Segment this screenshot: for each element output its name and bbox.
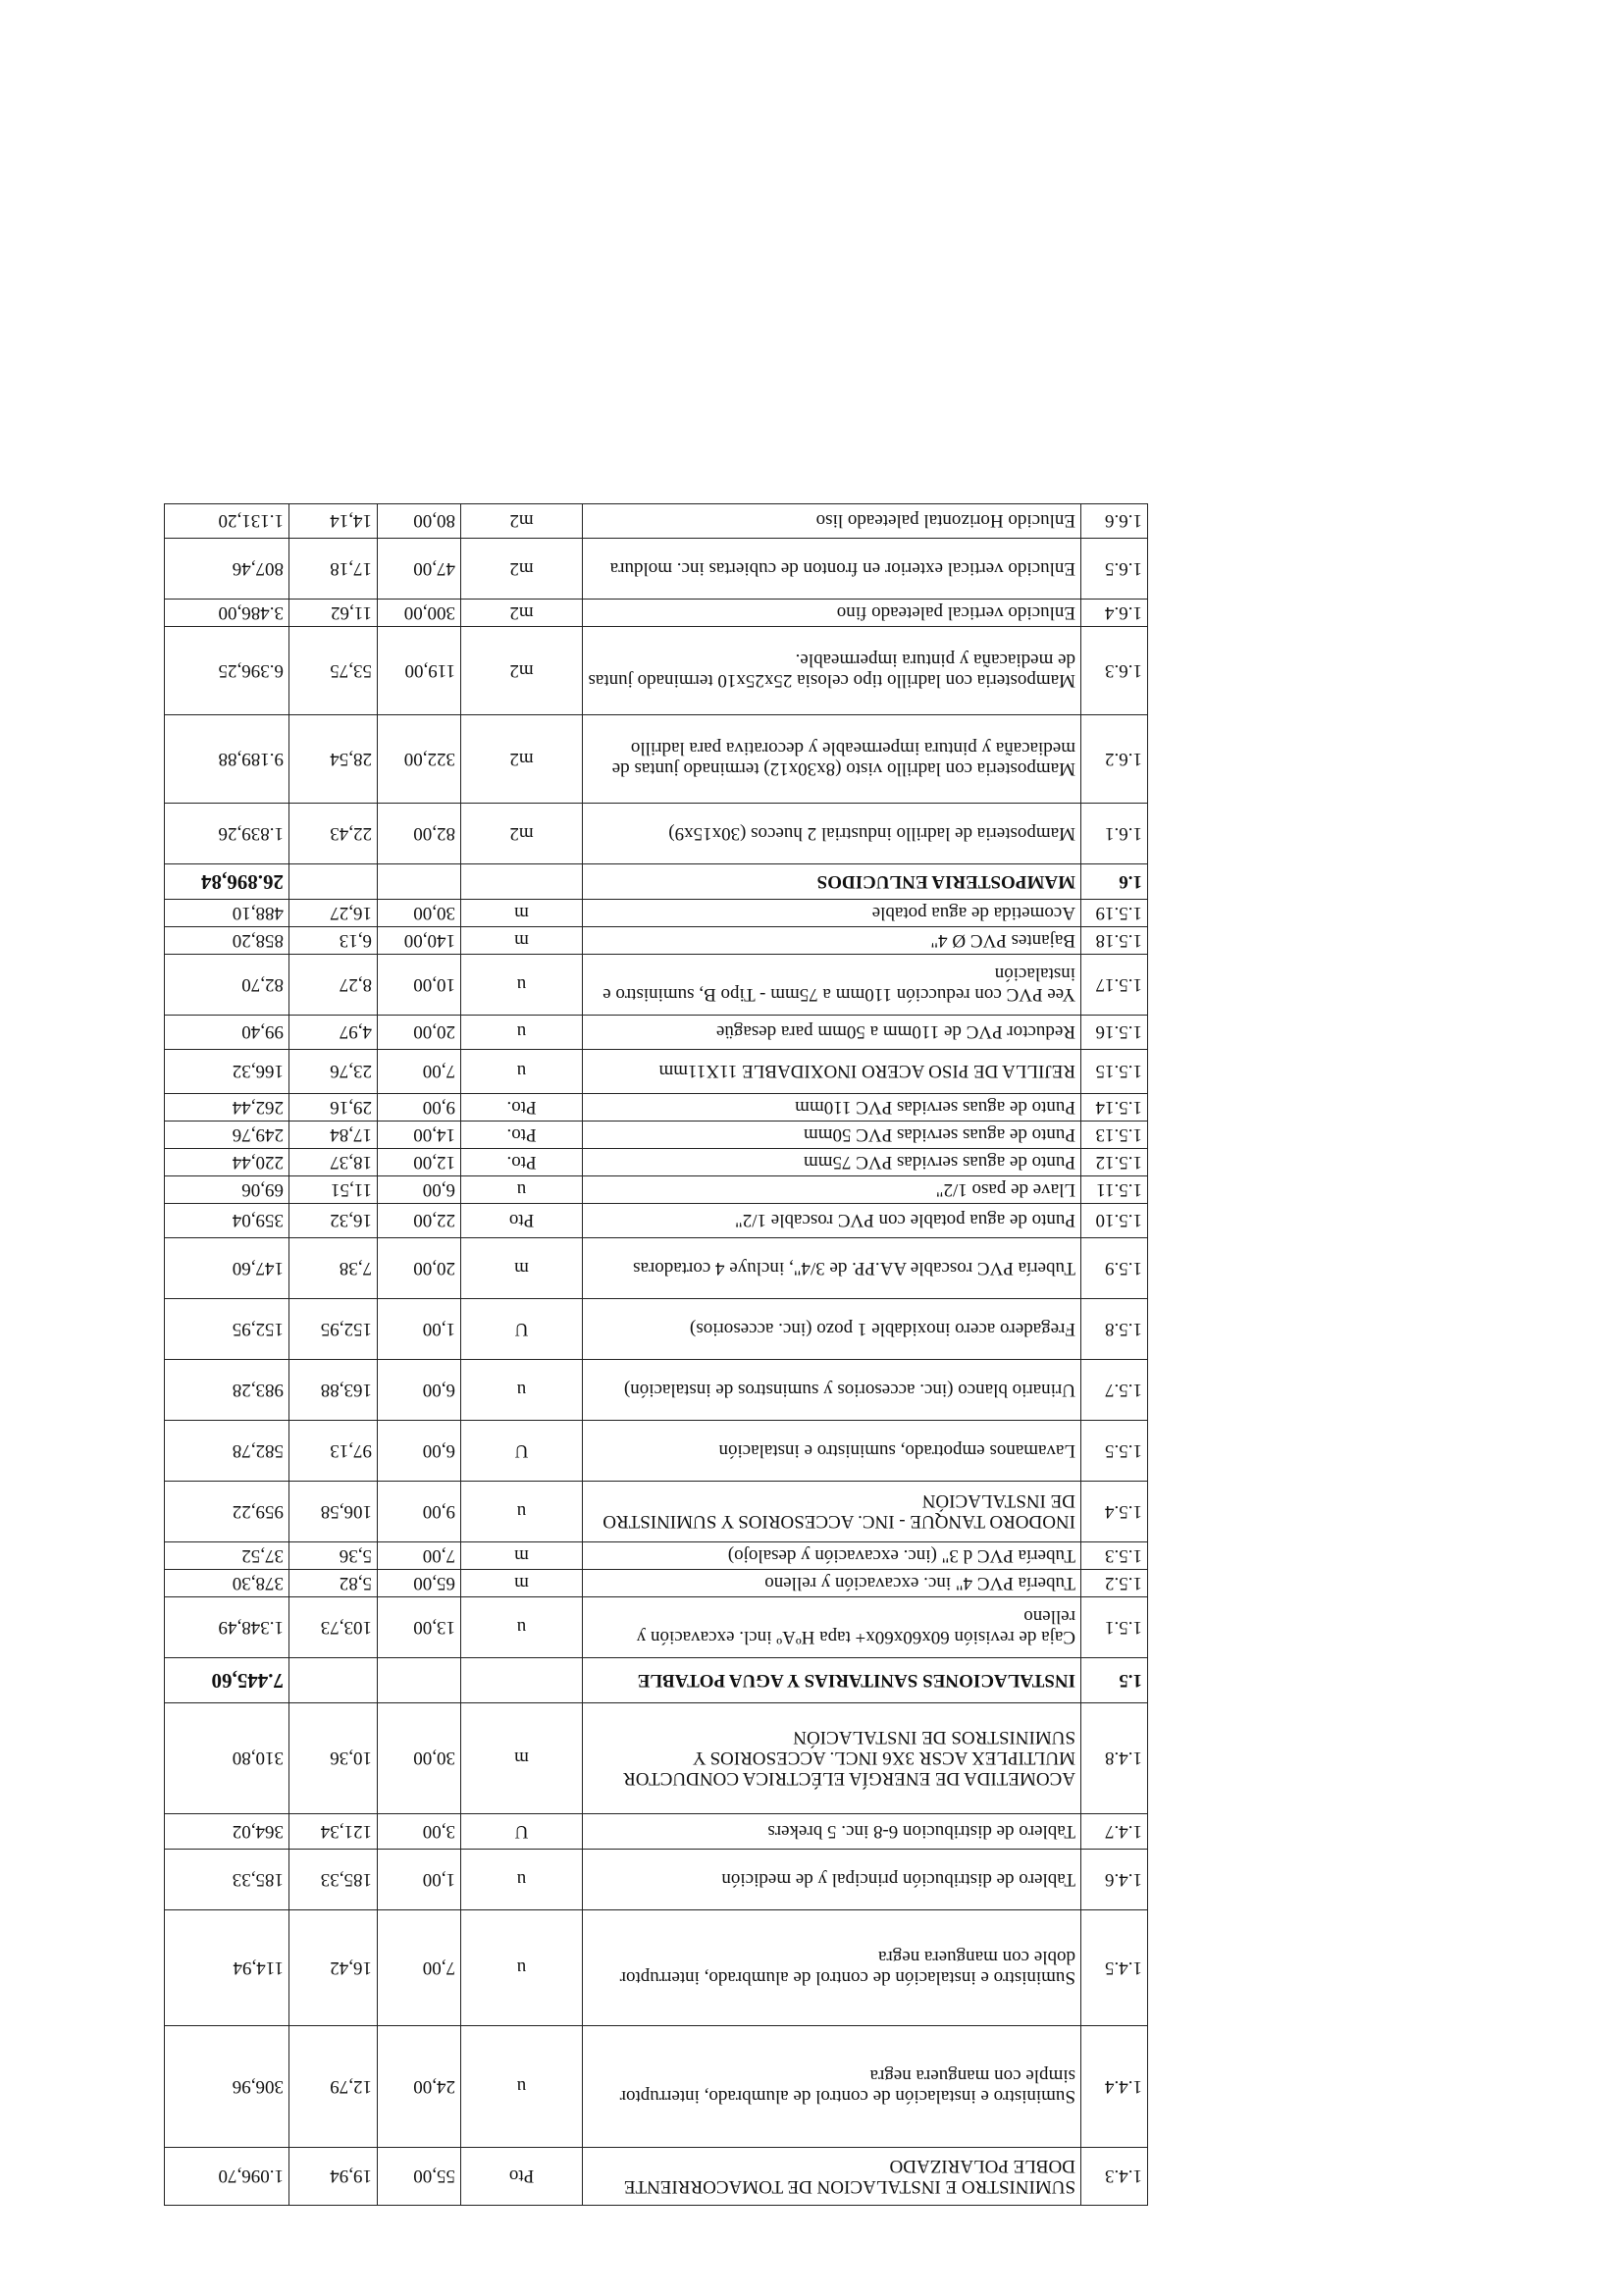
item-quantity: 13,00 bbox=[378, 1597, 461, 1658]
table-row bbox=[165, 927, 1148, 955]
table-row bbox=[165, 1482, 1148, 1542]
item-code: 1.5.7 bbox=[1081, 1360, 1148, 1421]
item-total: 1.839,26 bbox=[165, 804, 289, 864]
item-unit-price: 22,43 bbox=[289, 804, 378, 864]
item-unit: u bbox=[461, 1050, 583, 1094]
item-quantity: 9,00 bbox=[378, 1094, 461, 1122]
item-description: SUMINISTRO E INSTALACION DE TOMACORRIENTE DOBLE POLARIZADO bbox=[583, 2148, 1081, 2206]
item-description: INODORO TANQUE - INC. ACCESORIOS Y SUMINISTRO DE INSTALACIÓN bbox=[583, 1482, 1081, 1542]
item-unit: m2 bbox=[461, 715, 583, 804]
item-unit-price: 23,76 bbox=[289, 1050, 378, 1094]
budget-table bbox=[164, 503, 1148, 2206]
item-unit-price bbox=[289, 1658, 378, 1703]
item-quantity: 22,00 bbox=[378, 1204, 461, 1238]
table-row bbox=[165, 715, 1148, 804]
table-row bbox=[165, 1360, 1148, 1421]
table-row bbox=[165, 1204, 1148, 1238]
item-total: 152,95 bbox=[165, 1299, 289, 1360]
table-row bbox=[165, 1570, 1148, 1597]
item-code: 1.5.19 bbox=[1081, 900, 1148, 927]
item-code: 1.5.3 bbox=[1081, 1542, 1148, 1570]
item-total: 166,32 bbox=[165, 1050, 289, 1094]
item-description: Punto de aguas servidas PVC 110mm bbox=[583, 1094, 1081, 1122]
item-quantity: 119,00 bbox=[378, 627, 461, 715]
table-row bbox=[165, 1703, 1148, 1814]
item-quantity: 24,00 bbox=[378, 2026, 461, 2148]
item-code: 1.5 bbox=[1081, 1658, 1148, 1703]
item-description: Enlucido Horizontal paleteado liso bbox=[583, 504, 1081, 539]
table-row bbox=[165, 1238, 1148, 1299]
item-total: 306,96 bbox=[165, 2026, 289, 2148]
item-quantity: 14,00 bbox=[378, 1122, 461, 1149]
table-row bbox=[165, 1814, 1148, 1850]
item-code: 1.4.5 bbox=[1081, 1910, 1148, 2026]
table-row bbox=[165, 539, 1148, 600]
item-unit-price: 12,79 bbox=[289, 2026, 378, 2148]
item-code: 1.5.4 bbox=[1081, 1482, 1148, 1542]
item-quantity: 1,00 bbox=[378, 1850, 461, 1910]
item-unit bbox=[461, 1658, 583, 1703]
item-description: Bajantes PVC Ø 4" bbox=[583, 927, 1081, 955]
item-description: Mamposteria con ladrillo visto (8x30x12) terminado juntas de mediacaña y pintura impermeable y decorativa para ladrillo bbox=[583, 715, 1081, 804]
item-unit-price: 103,73 bbox=[289, 1597, 378, 1658]
item-description: INSTALACIONES SANITARIAS Y AGUA POTABLE bbox=[583, 1658, 1081, 1703]
item-quantity: 30,00 bbox=[378, 900, 461, 927]
item-quantity bbox=[378, 1658, 461, 1703]
item-code: 1.6.4 bbox=[1081, 600, 1148, 627]
item-description: Mamposteria de ladrillo industrial 2 huecos (30x15x9) bbox=[583, 804, 1081, 864]
table-row bbox=[165, 900, 1148, 927]
item-unit: m bbox=[461, 1570, 583, 1597]
item-unit: m bbox=[461, 1238, 583, 1299]
item-unit-price: 19,94 bbox=[289, 2148, 378, 2206]
item-description: Caja de revisión 60x60x60x+ tapa HºAº incl. excavación y relleno bbox=[583, 1597, 1081, 1658]
item-description: Tablero de distribución principal y de medición bbox=[583, 1850, 1081, 1910]
item-code: 1.6.5 bbox=[1081, 539, 1148, 600]
item-quantity: 1,00 bbox=[378, 1299, 461, 1360]
item-code: 1.4.7 bbox=[1081, 1814, 1148, 1850]
item-unit-price bbox=[289, 864, 378, 900]
item-unit: m bbox=[461, 1542, 583, 1570]
item-quantity: 12,00 bbox=[378, 1149, 461, 1176]
item-code: 1.6 bbox=[1081, 864, 1148, 900]
item-unit: m bbox=[461, 1703, 583, 1814]
item-quantity: 7,00 bbox=[378, 1542, 461, 1570]
item-unit bbox=[461, 864, 583, 900]
item-code: 1.5.14 bbox=[1081, 1094, 1148, 1122]
table-row bbox=[165, 504, 1148, 539]
table-row bbox=[165, 1149, 1148, 1176]
item-total: 9.189,88 bbox=[165, 715, 289, 804]
item-unit: m bbox=[461, 900, 583, 927]
item-description: Tubería PVC d 3" (inc. excavación y desalojo) bbox=[583, 1542, 1081, 1570]
item-unit: m2 bbox=[461, 600, 583, 627]
item-code: 1.5.15 bbox=[1081, 1050, 1148, 1094]
table-row bbox=[165, 1421, 1148, 1482]
item-unit: u bbox=[461, 2026, 583, 2148]
item-unit-price: 163,88 bbox=[289, 1360, 378, 1421]
item-quantity: 6,00 bbox=[378, 1360, 461, 1421]
item-description: Urinario blanco (inc. accesorios y suminstros de instalación) bbox=[583, 1360, 1081, 1421]
item-code: 1.5.2 bbox=[1081, 1570, 1148, 1597]
item-code: 1.6.1 bbox=[1081, 804, 1148, 864]
item-total: 310,80 bbox=[165, 1703, 289, 1814]
item-unit-price: 185,33 bbox=[289, 1850, 378, 1910]
item-quantity: 65,00 bbox=[378, 1570, 461, 1597]
item-unit: u bbox=[461, 1360, 583, 1421]
item-quantity: 6,00 bbox=[378, 1421, 461, 1482]
item-unit: U bbox=[461, 1299, 583, 1360]
item-unit: Pto bbox=[461, 2148, 583, 2206]
item-unit-price: 7,38 bbox=[289, 1238, 378, 1299]
item-description: Mamposteria con ladrillo tipo celosia 25x25x10 terminado juntas de mediacaña y pintura impermeable. bbox=[583, 627, 1081, 715]
item-quantity: 6,00 bbox=[378, 1176, 461, 1204]
item-total: 858,20 bbox=[165, 927, 289, 955]
item-total: 185,33 bbox=[165, 1850, 289, 1910]
item-unit-price: 8,27 bbox=[289, 955, 378, 1016]
item-quantity: 322,00 bbox=[378, 715, 461, 804]
table-row bbox=[165, 1910, 1148, 2026]
item-description: Tubería PVC 4" inc. excavación y relleno bbox=[583, 1570, 1081, 1597]
item-total: 220,44 bbox=[165, 1149, 289, 1176]
item-unit-price: 16,42 bbox=[289, 1910, 378, 2026]
item-description: Punto de aguas servidas PVC 75mm bbox=[583, 1149, 1081, 1176]
item-code: 1.4.4 bbox=[1081, 2026, 1148, 2148]
item-unit-price: 16,32 bbox=[289, 1204, 378, 1238]
table-row bbox=[165, 2026, 1148, 2148]
item-unit: m2 bbox=[461, 539, 583, 600]
item-code: 1.6.2 bbox=[1081, 715, 1148, 804]
item-unit-price: 17,18 bbox=[289, 539, 378, 600]
item-description: Enlucido vertical paleteado fino bbox=[583, 600, 1081, 627]
item-description: Llave de paso 1/2" bbox=[583, 1176, 1081, 1204]
table-row bbox=[165, 1542, 1148, 1570]
item-description: Suministro e instalación de control de alumbrado, interruptor simple con manguera negra bbox=[583, 2026, 1081, 2148]
item-unit-price: 14,14 bbox=[289, 504, 378, 539]
item-code: 1.4.8 bbox=[1081, 1703, 1148, 1814]
item-code: 1.6.6 bbox=[1081, 504, 1148, 539]
item-total: 378,30 bbox=[165, 1570, 289, 1597]
section-row bbox=[165, 864, 1148, 900]
item-quantity: 7,00 bbox=[378, 1050, 461, 1094]
item-unit: Pto. bbox=[461, 1122, 583, 1149]
item-unit-price: 18,37 bbox=[289, 1149, 378, 1176]
item-quantity bbox=[378, 864, 461, 900]
item-total: 1.096,70 bbox=[165, 2148, 289, 2206]
item-unit: u bbox=[461, 1597, 583, 1658]
item-quantity: 82,00 bbox=[378, 804, 461, 864]
item-unit-price: 11,62 bbox=[289, 600, 378, 627]
table-row bbox=[165, 1016, 1148, 1050]
item-code: 1.5.9 bbox=[1081, 1238, 1148, 1299]
item-unit-price: 28,54 bbox=[289, 715, 378, 804]
item-quantity: 300,00 bbox=[378, 600, 461, 627]
item-total: 3.486,00 bbox=[165, 600, 289, 627]
item-unit-price: 106,58 bbox=[289, 1482, 378, 1542]
item-unit: u bbox=[461, 1176, 583, 1204]
item-description: ACOMETIDA DE ENERGÍA ELÉCTRICA CONDUCTOR MULTIPLEX ACSR 3X6 INCL. ACCESORIOS Y SUMINISTROS DE INSTALACIÓN bbox=[583, 1703, 1081, 1814]
item-code: 1.6.3 bbox=[1081, 627, 1148, 715]
table-row bbox=[165, 1597, 1148, 1658]
item-unit-price: 53,75 bbox=[289, 627, 378, 715]
item-total: 147,60 bbox=[165, 1238, 289, 1299]
item-total: 983,28 bbox=[165, 1360, 289, 1421]
item-unit: u bbox=[461, 955, 583, 1016]
item-unit: U bbox=[461, 1814, 583, 1850]
item-code: 1.4.6 bbox=[1081, 1850, 1148, 1910]
item-code: 1.4.3 bbox=[1081, 2148, 1148, 2206]
item-description: REJILLA DE PISO ACERO INOXIDABLE 11X11mm bbox=[583, 1050, 1081, 1094]
item-unit-price: 97,13 bbox=[289, 1421, 378, 1482]
item-quantity: 47,00 bbox=[378, 539, 461, 600]
table-row bbox=[165, 1094, 1148, 1122]
table-row bbox=[165, 1176, 1148, 1204]
item-unit: m2 bbox=[461, 627, 583, 715]
item-total: 37,52 bbox=[165, 1542, 289, 1570]
item-unit-price: 6,13 bbox=[289, 927, 378, 955]
item-description: Lavamanos empotrado, suministro e instalación bbox=[583, 1421, 1081, 1482]
item-unit-price: 17,84 bbox=[289, 1122, 378, 1149]
item-description: Tubería PVC roscable AA.PP. de 3/4", incluye 4 cortadoras bbox=[583, 1238, 1081, 1299]
item-unit: Pto. bbox=[461, 1094, 583, 1122]
item-quantity: 20,00 bbox=[378, 1238, 461, 1299]
item-description: Enlucido vertical exterior en fronton de cubiertas inc. moldura bbox=[583, 539, 1081, 600]
item-description: Suministro e instalación de control de alumbrado, interruptor doble con manguera negra bbox=[583, 1910, 1081, 2026]
item-quantity: 7,00 bbox=[378, 1910, 461, 2026]
item-code: 1.5.18 bbox=[1081, 927, 1148, 955]
item-unit: U bbox=[461, 1421, 583, 1482]
table-row bbox=[165, 600, 1148, 627]
item-unit-price: 4,97 bbox=[289, 1016, 378, 1050]
item-unit-price: 16,27 bbox=[289, 900, 378, 927]
item-unit: u bbox=[461, 1910, 583, 2026]
item-code: 1.5.5 bbox=[1081, 1421, 1148, 1482]
item-unit: u bbox=[461, 1482, 583, 1542]
item-code: 1.5.1 bbox=[1081, 1597, 1148, 1658]
table-row bbox=[165, 1050, 1148, 1094]
item-total: 82,70 bbox=[165, 955, 289, 1016]
item-code: 1.5.16 bbox=[1081, 1016, 1148, 1050]
budget-table-body bbox=[165, 504, 1148, 2206]
item-total: 582,78 bbox=[165, 1421, 289, 1482]
item-total: 959,22 bbox=[165, 1482, 289, 1542]
item-description: Reductor PVC de 110mm a 50mm para desagüe bbox=[583, 1016, 1081, 1050]
item-unit-price: 152,95 bbox=[289, 1299, 378, 1360]
item-unit-price: 5,82 bbox=[289, 1570, 378, 1597]
item-description: MAMPOSTERIA ENLUCIDOS bbox=[583, 864, 1081, 900]
item-quantity: 140,00 bbox=[378, 927, 461, 955]
item-total: 1.131,20 bbox=[165, 504, 289, 539]
item-total: 114,94 bbox=[165, 1910, 289, 2026]
item-unit-price: 11,51 bbox=[289, 1176, 378, 1204]
table-row bbox=[165, 627, 1148, 715]
table-row bbox=[165, 1299, 1148, 1360]
item-quantity: 20,00 bbox=[378, 1016, 461, 1050]
item-total: 807,46 bbox=[165, 539, 289, 600]
item-quantity: 3,00 bbox=[378, 1814, 461, 1850]
table-row bbox=[165, 804, 1148, 864]
item-total: 1.348,49 bbox=[165, 1597, 289, 1658]
item-unit: m2 bbox=[461, 504, 583, 539]
section-row bbox=[165, 1658, 1148, 1703]
item-code: 1.5.17 bbox=[1081, 955, 1148, 1016]
item-unit-price: 5,36 bbox=[289, 1542, 378, 1570]
item-quantity: 30,00 bbox=[378, 1703, 461, 1814]
table-row bbox=[165, 1122, 1148, 1149]
item-code: 1.5.11 bbox=[1081, 1176, 1148, 1204]
item-total: 488,10 bbox=[165, 900, 289, 927]
item-total: 262,44 bbox=[165, 1094, 289, 1122]
table-row bbox=[165, 955, 1148, 1016]
item-unit: Pto. bbox=[461, 1149, 583, 1176]
item-description: Acometida de agua potable bbox=[583, 900, 1081, 927]
item-total: 7.445,60 bbox=[165, 1658, 289, 1703]
item-description: Fregadero acero inoxidable 1 pozo (inc. accesorios) bbox=[583, 1299, 1081, 1360]
item-quantity: 10,00 bbox=[378, 955, 461, 1016]
item-code: 1.5.13 bbox=[1081, 1122, 1148, 1149]
item-description: Yee PVC con reducción 110mm a 75mm - Tipo B, suministro e instalación bbox=[583, 955, 1081, 1016]
item-quantity: 55,00 bbox=[378, 2148, 461, 2206]
item-code: 1.5.10 bbox=[1081, 1204, 1148, 1238]
item-total: 69,06 bbox=[165, 1176, 289, 1204]
item-description: Punto de aguas servidas PVC 50mm bbox=[583, 1122, 1081, 1149]
table-row bbox=[165, 1850, 1148, 1910]
item-total: 99,40 bbox=[165, 1016, 289, 1050]
table-row bbox=[165, 2148, 1148, 2206]
item-code: 1.5.12 bbox=[1081, 1149, 1148, 1176]
item-unit: u bbox=[461, 1850, 583, 1910]
item-total: 26.896,84 bbox=[165, 864, 289, 900]
item-description: Tablero de distribucion 6-8 inc. 5 brekers bbox=[583, 1814, 1081, 1850]
item-total: 6.396,25 bbox=[165, 627, 289, 715]
item-unit: m2 bbox=[461, 804, 583, 864]
item-quantity: 9,00 bbox=[378, 1482, 461, 1542]
item-code: 1.5.8 bbox=[1081, 1299, 1148, 1360]
item-unit: u bbox=[461, 1016, 583, 1050]
item-unit-price: 10,36 bbox=[289, 1703, 378, 1814]
item-unit: m bbox=[461, 927, 583, 955]
item-total: 359,04 bbox=[165, 1204, 289, 1238]
item-unit-price: 29,16 bbox=[289, 1094, 378, 1122]
item-unit-price: 121,34 bbox=[289, 1814, 378, 1850]
item-unit: Pto bbox=[461, 1204, 583, 1238]
item-total: 249,76 bbox=[165, 1122, 289, 1149]
item-description: Punto de agua potable con PVC roscable 1/2" bbox=[583, 1204, 1081, 1238]
item-total: 364,02 bbox=[165, 1814, 289, 1850]
item-quantity: 80,00 bbox=[378, 504, 461, 539]
